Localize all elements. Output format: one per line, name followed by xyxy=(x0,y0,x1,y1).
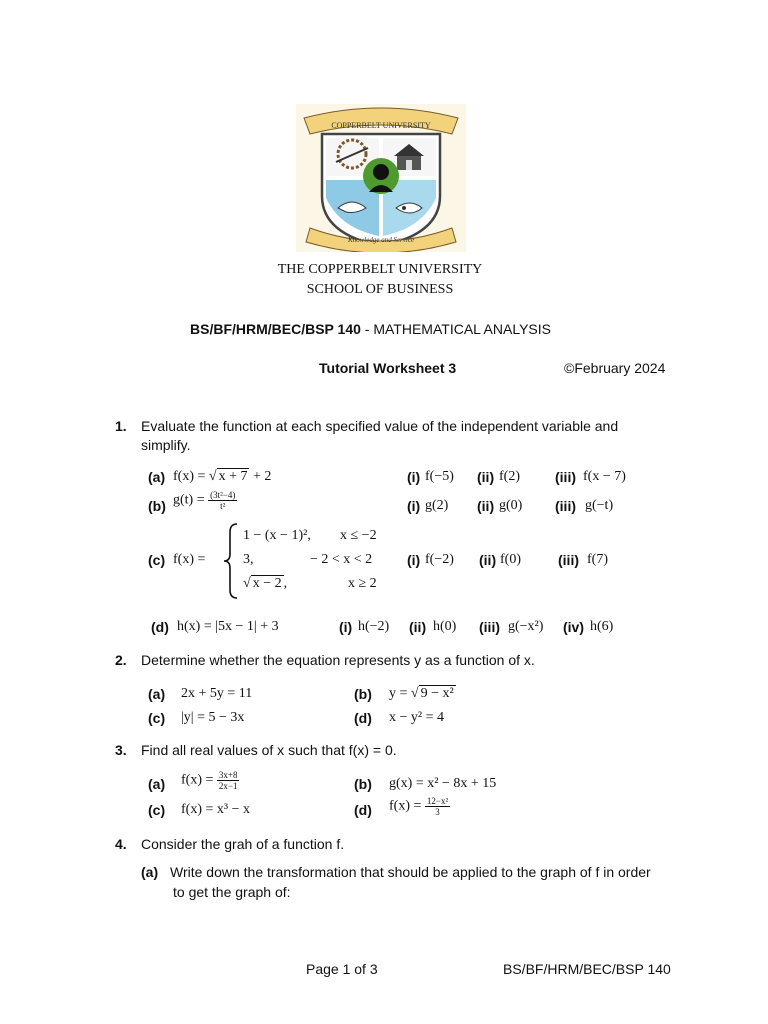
q1c-piece2: 3, xyxy=(243,552,254,567)
q1d-i-value: h(−2) xyxy=(358,619,390,634)
q3a-fraction xyxy=(217,770,240,791)
q1d-label: (d) xyxy=(151,619,169,635)
q3a-lhs: f(x) = xyxy=(181,772,217,788)
q1c-iii-label: (iii) xyxy=(558,552,579,568)
q1a-i-label: (i) xyxy=(407,469,421,485)
q3b-label: (b) xyxy=(354,776,372,792)
q3-text: Find all real values of x such that f(x) = 0. xyxy=(141,742,397,758)
q3a-denominator: 2x−1 xyxy=(218,781,238,791)
q2b-radicand: 9 − x² xyxy=(420,686,454,701)
q4a-line2: to get the graph of: xyxy=(173,884,291,900)
q3d-expression xyxy=(389,796,450,817)
q3d-fraction xyxy=(425,796,450,817)
q1c-cond2: − 2 < x < 2 xyxy=(310,552,373,567)
q1c-iii-value: f(7) xyxy=(587,552,608,567)
q2-text: Determine whether the equation represents y as a function of x. xyxy=(141,652,535,668)
q3a-expression xyxy=(181,770,239,791)
q1-text-line1: Evaluate the function at each specified value of the independent variable and xyxy=(141,418,619,434)
q2b-lhs: y = xyxy=(389,686,411,701)
q1c-brace xyxy=(222,522,240,600)
q3d-denominator: 3 xyxy=(435,807,440,817)
q1c-piece1: 1 − (x − 1)², xyxy=(243,528,311,543)
q2d-label: (d) xyxy=(354,710,372,726)
q1c-i-label: (i) xyxy=(407,552,421,568)
university-name: THE COPPERBELT UNIVERSITY xyxy=(277,262,483,277)
q3-number: 3. xyxy=(115,742,127,758)
q1c-label: (c) xyxy=(148,552,166,568)
q1a-lhs: f(x) = xyxy=(173,469,209,484)
q1a-rest: + 2 xyxy=(249,469,272,484)
q2d-expression: x − y² = 4 xyxy=(389,710,444,725)
course-heading xyxy=(190,321,551,337)
q1d-ii-value: h(0) xyxy=(433,619,457,634)
q3a-label: (a) xyxy=(148,776,166,792)
q1b-iii-label: (iii) xyxy=(555,498,576,514)
q1a-label: (a) xyxy=(148,469,166,485)
q1c-piece3: √ x − 2 , xyxy=(243,576,288,591)
q1d-iii-label: (iii) xyxy=(479,619,500,635)
school-name: SCHOOL OF BUSINESS xyxy=(306,282,454,297)
q1c-i-value: f(−2) xyxy=(425,552,454,567)
q2a-expression: 2x + 5y = 11 xyxy=(181,686,253,701)
q4a-label: (a) xyxy=(141,864,159,880)
q1b-label: (b) xyxy=(148,498,166,514)
q1d-iv-value: h(6) xyxy=(590,619,614,634)
q2b-expression: y = √ 9 − x² xyxy=(389,686,454,701)
q1a-i-value: f(−5) xyxy=(425,469,454,484)
logo-motto: Knowledge and Service xyxy=(347,236,415,244)
q1-number: 1. xyxy=(115,418,127,434)
q1a-iii-value: f(x − 7) xyxy=(583,469,626,484)
q1c-cond1: x ≤ −2 xyxy=(340,528,377,543)
q1c-ii-label: (ii) xyxy=(479,552,497,568)
q1b-ii-value: g(0) xyxy=(499,498,523,513)
q1a-expression: f(x) = √ x + 7 + 2 xyxy=(173,469,272,484)
q1c-cond3: x ≥ 2 xyxy=(348,576,377,591)
q1d-iii-value: g(−x²) xyxy=(508,619,544,634)
q1c-piece3-radicand: x − 2 xyxy=(252,576,282,591)
q4-text: Consider the grah of a function f. xyxy=(141,836,345,852)
q1d-iv-label: (iv) xyxy=(563,619,584,635)
q1b-denominator: t² xyxy=(220,501,226,511)
q1-text-line2: simplify. xyxy=(141,437,191,453)
q4-number: 4. xyxy=(115,836,127,852)
q1a-ii-label: (ii) xyxy=(477,469,495,485)
q2a-label: (a) xyxy=(148,686,166,702)
course-code: BS/BF/HRM/BEC/BSP 140 xyxy=(190,321,361,337)
q1b-expression xyxy=(173,490,237,511)
university-logo xyxy=(296,104,466,252)
q2c-label: (c) xyxy=(148,710,166,726)
course-title: - MATHEMATICAL ANALYSIS xyxy=(360,321,551,337)
footer-page-number: Page 1 of 3 xyxy=(306,961,378,977)
q1c-piece3-tail: , xyxy=(283,576,288,591)
q1a-radicand: x + 7 xyxy=(218,469,248,484)
q1b-iii-value: g(−t) xyxy=(585,498,614,513)
q1d-ii-label: (ii) xyxy=(409,619,427,635)
worksheet-title: Tutorial Worksheet 3 xyxy=(319,360,457,376)
q2c-expression: |y| = 5 − 3x xyxy=(181,710,245,725)
worksheet-date: ©February 2024 xyxy=(564,360,666,376)
q3c-expression: f(x) = x³ − x xyxy=(181,802,250,817)
q1b-i-label: (i) xyxy=(407,498,421,514)
q1c-lhs: f(x) = xyxy=(173,552,206,567)
q1d-expression: h(x) = |5x − 1| + 3 xyxy=(177,619,279,634)
q4a-line1: Write down the transformation that should be applied to the graph of f in order xyxy=(170,864,651,880)
q3d-label: (d) xyxy=(354,802,372,818)
q1d-i-label: (i) xyxy=(339,619,353,635)
q1b-lhs: g(t) = xyxy=(173,492,209,508)
q1b-fraction xyxy=(208,490,237,511)
q2b-label: (b) xyxy=(354,686,372,702)
q3d-numerator: 12−x² xyxy=(426,796,449,806)
footer-course-code: BS/BF/HRM/BEC/BSP 140 xyxy=(503,961,671,977)
q3b-expression: g(x) = x² − 8x + 15 xyxy=(389,776,497,791)
q1a-ii-value: f(2) xyxy=(499,469,520,484)
q3d-lhs: f(x) = xyxy=(389,798,425,814)
q1b-ii-label: (ii) xyxy=(477,498,495,514)
logo-arc-text: COPPERBELT UNIVERSITY xyxy=(331,121,431,130)
q3c-label: (c) xyxy=(148,802,166,818)
q1c-ii-value: f(0) xyxy=(500,552,521,567)
q1a-iii-label: (iii) xyxy=(555,469,576,485)
q3a-numerator: 3x+8 xyxy=(218,770,238,780)
q2-number: 2. xyxy=(115,652,127,668)
q1b-numerator: (3t²−4) xyxy=(210,490,236,500)
q1b-i-value: g(2) xyxy=(425,498,449,513)
